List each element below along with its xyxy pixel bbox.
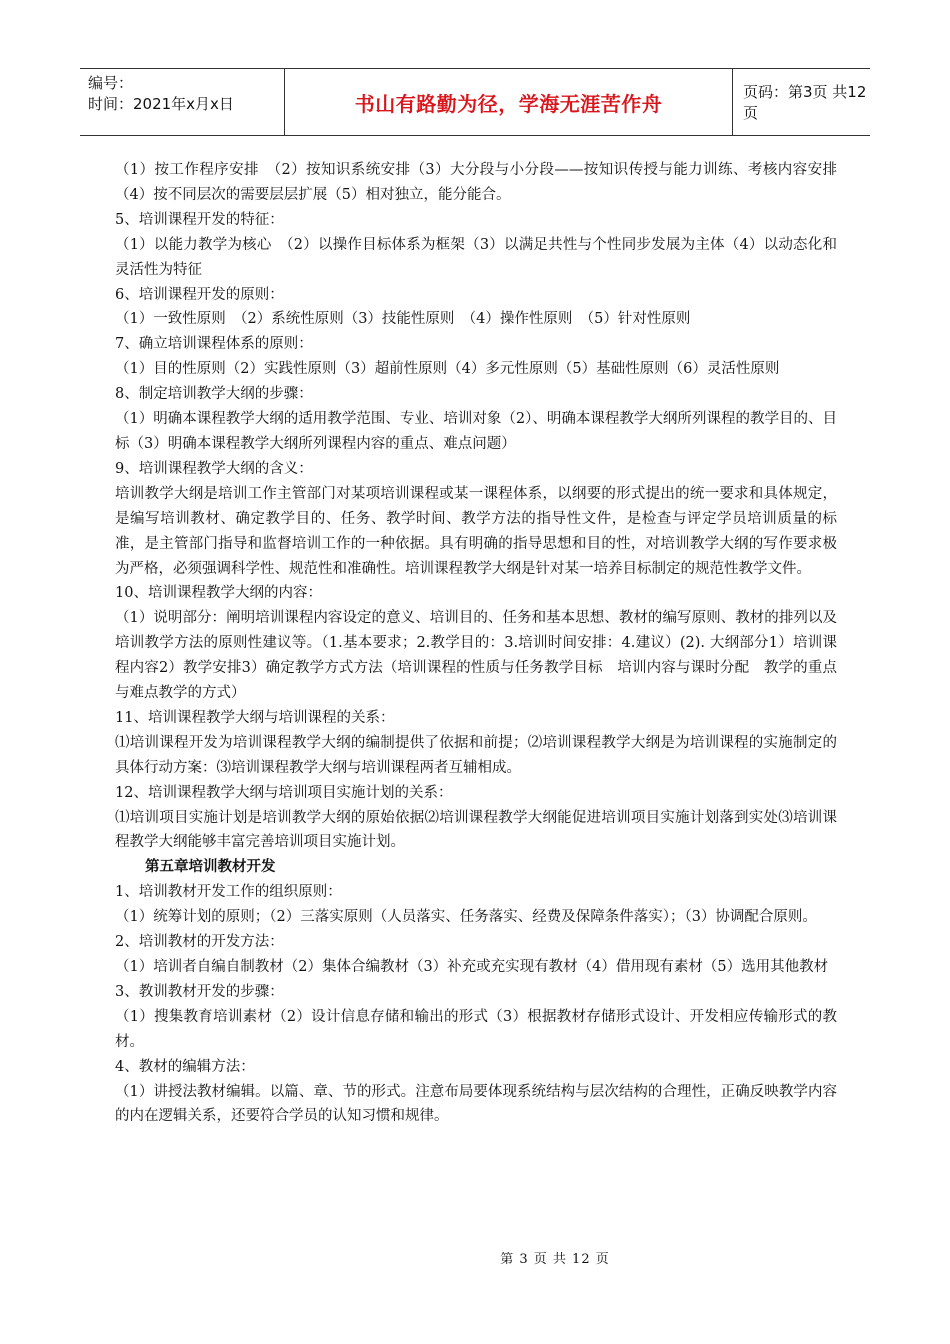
- section-heading: 2、培训教材的开发方法：: [115, 934, 284, 951]
- paragraph: （1）以能力教学为核心 （2）以操作目标体系为框架（3）以满足共性与个性同步发展为主体（4）以动态化和灵活性为特征: [115, 236, 837, 278]
- header-motto: 书山有路勤为径，学海无涯苦作舟: [354, 91, 663, 116]
- section-heading: 1、培训教材开发工作的组织原则：: [115, 884, 342, 901]
- paragraph: （1）目的性原则（2）实践性原则（3）超前性原则（4）多元性原则（5）基础性原则（6）灵活性原则: [115, 361, 780, 378]
- section-heading: 10、培训课程教学大纲的内容：: [115, 585, 322, 602]
- section-heading: 9、培训课程教学大纲的含义：: [115, 460, 313, 477]
- section-heading: 4、教材的编辑方法：: [115, 1058, 255, 1075]
- paragraph: （1）一致性原则 （2）系统性原则（3）技能性原则 （4）操作性原则 （5）针对性原则: [115, 311, 691, 328]
- paragraph: ⑴培训课程开发为培训课程教学大纲的编制提供了依据和前提；⑵培训课程教学大纲是为培训课程的实施制定的具体行动方案：⑶培训课程教学大纲与培训课程两者互辅相成。: [115, 734, 837, 776]
- section-heading: 3、教训教材开发的步骤：: [115, 983, 284, 1000]
- page-header: [80, 68, 870, 136]
- paragraph: （1）统筹计划的原则；（2）三落实原则（人员落实、任务落实、经费及保障条件落实）；（3）协调配合原则。: [115, 909, 817, 926]
- chapter-heading: 第五章培训教材开发: [145, 858, 276, 876]
- document-date-label: 时间：2021年x月x日: [88, 95, 234, 113]
- paragraph: （1）培训者自编自制教材（2）集体合编教材（3）补充或充实现有教材（4）借用现有素材（5）选用其他教材: [115, 959, 829, 975]
- paragraph: （1）按工作程序安排 （2）按知识系统安排（3）大分段与小分段——按知识传授与能力训练、考核内容安排（4）按不同层次的需要层层扩展（5）相对独立，能分能合。: [115, 162, 838, 203]
- section-heading: 12、培训课程教学大纲与培训项目实施计划的关系：: [115, 784, 453, 801]
- header-motto-cell: [285, 69, 733, 135]
- paragraph: ⑴培训项目实施计划是培训教学大纲的原始依据⑵培训课程教学大纲能促进培训项目实施计划落到实处⑶培训课程教学大纲能够丰富完善培训项目实施计划。: [115, 809, 837, 851]
- document-body: [115, 158, 837, 1129]
- paragraph: （1）明确本课程教学大纲的适用教学范围、专业、培训对象（2）、明确本课程教学大纲所列课程的教学目的、目标（3）明确本课程教学大纲所列课程内容的重点、难点问题）: [115, 411, 837, 452]
- paragraph: （1）讲授法教材编辑。以篇、章、节的形式。注意布局要体现系统结构与层次结构的合理性，正确反映教学内容的内在逻辑关系，还要符合学员的认知习惯和规律。: [115, 1083, 837, 1125]
- paragraph: 培训教学大纲是培训工作主管部门对某项培训课程或某一课程体系，以纲要的形式提出的统一要求和具体规定，是编写培训教材、确定教学目的、任务、教学时间、教学方法的指导性文件，是检查与评定学员培训质量的标准，是主管部门指导和监督培训工作的一种依据。具有明确的指导思想和目的性，对培训教学大纲的写作要求极为严格，必须强调科学性、规范性和准确性。培训课程教学大纲是针对某一培养目标制定的规范性教学文件。: [115, 485, 837, 577]
- section-heading: 6、培训课程开发的原则：: [115, 286, 284, 303]
- paragraph: （1）搜集教育培训素材（2）设计信息存储和输出的形式（3）根据教材存储形式设计、开发相应传输形式的教材。: [115, 1008, 837, 1050]
- paragraph: （1）说明部分：阐明培训课程内容设定的意义、培训目的、任务和基本思想、教材的编写原则、教材的排列以及培训教学方法的原则性建议等。（1.基本要求；2.教学目的：3.培训时间安排：4.建议）(2). 大纲部分1）培训课程内容2）教学安排3）确定教学方式方法（培训课程的性质与任务教学目标 培训内容与课时分配 教学的重点与难点教学的方式）: [115, 610, 837, 702]
- header-page-label: 页码：第3页 共12页: [743, 83, 867, 122]
- section-heading: 8、制定培训教学大纲的步骤：: [115, 386, 313, 403]
- header-page-cell: [733, 69, 870, 135]
- footer-page-number: 第 3 页 共 12 页: [500, 1252, 610, 1267]
- page-footer: [0, 1248, 950, 1267]
- section-heading: 5、培训课程开发的特征：: [115, 211, 284, 228]
- header-meta: [80, 69, 285, 135]
- section-heading: 7、确立培训课程体系的原则：: [115, 336, 313, 353]
- section-heading: 11、培训课程教学大纲与培训课程的关系：: [115, 709, 395, 726]
- document-number-label: 编号：: [88, 74, 134, 92]
